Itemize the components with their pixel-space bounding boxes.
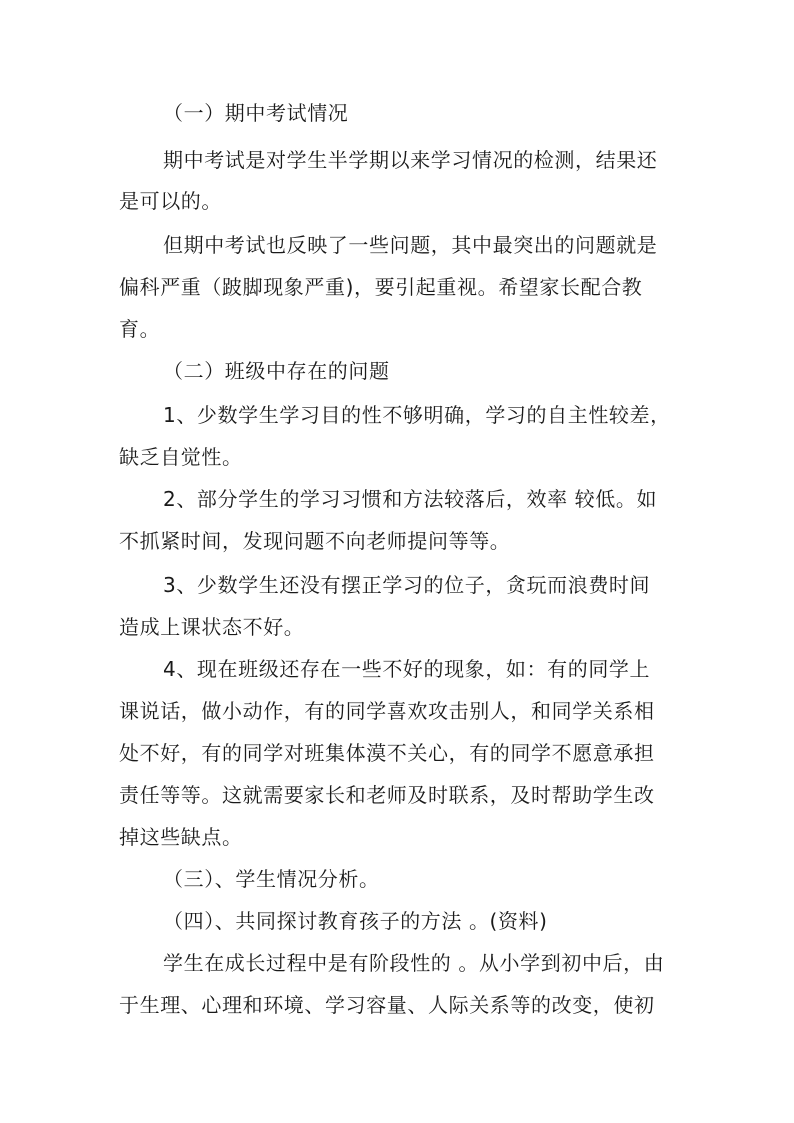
paragraph-problems-line-2: 偏科严重（跛脚现象严重)，要引起重视。希望家长配合教 <box>119 275 643 299</box>
list-item-1-line-2: 缺乏自觉性。 <box>119 445 243 469</box>
paragraph-growth-line-2: 于生理、心理和环境、学习容量、人际关系等的改变，使初 <box>119 993 655 1017</box>
paragraph-problems-line-1: 但期中考试也反映了一些问题，其中最突出的问题就是 <box>163 233 658 257</box>
paragraph-problems-line-3: 育。 <box>119 317 161 341</box>
list-item-4-line-4: 责任等等。这就需要家长和老师及时联系，及时帮助学生改 <box>119 783 655 807</box>
list-item-2-line-1: 2、部分学生的学习习惯和方法较落后，效率 较低。如 <box>163 487 658 511</box>
paragraph-midterm-line-2: 是可以的。 <box>119 189 222 213</box>
list-item-4-line-2: 课说话，做小动作，有的同学喜欢攻击别人，和同学关系相 <box>119 699 655 723</box>
paragraph-midterm-line-1: 期中考试是对学生半学期以来学习情况的检测，结果还 <box>163 148 658 172</box>
section-heading-methods: （四）、共同探讨教育孩子的方法 。(资料) <box>163 909 548 933</box>
list-item-4-line-5: 掉这些缺点。 <box>119 825 243 849</box>
list-item-2-line-2: 不抓紧时间，发现问题不向老师提问等等。 <box>119 529 511 553</box>
list-item-3-line-1: 3、少数学生还没有摆正学习的位子，贪玩而浪费时间 <box>163 573 651 597</box>
section-heading-class-issues: （二）班级中存在的问题 <box>163 359 390 383</box>
list-item-4-line-3: 处不好，有的同学对班集体漠不关心，有的同学不愿意承担 <box>119 741 655 765</box>
section-heading-midterm: （一）期中考试情况 <box>163 101 349 125</box>
paragraph-growth-line-1: 学生在成长过程中是有阶段性的 。从小学到初中后，由 <box>163 951 665 975</box>
list-item-3-line-2: 造成上课状态不好。 <box>119 615 305 639</box>
section-heading-analysis: （三）、学生情况分析。 <box>163 867 380 891</box>
list-item-1-line-1: 1、少数学生学习目的性不够明确，学习的自主性较差， <box>163 403 671 427</box>
list-item-4-line-1: 4、现在班级还存在一些不好的现象，如：有的同学上 <box>163 657 651 681</box>
